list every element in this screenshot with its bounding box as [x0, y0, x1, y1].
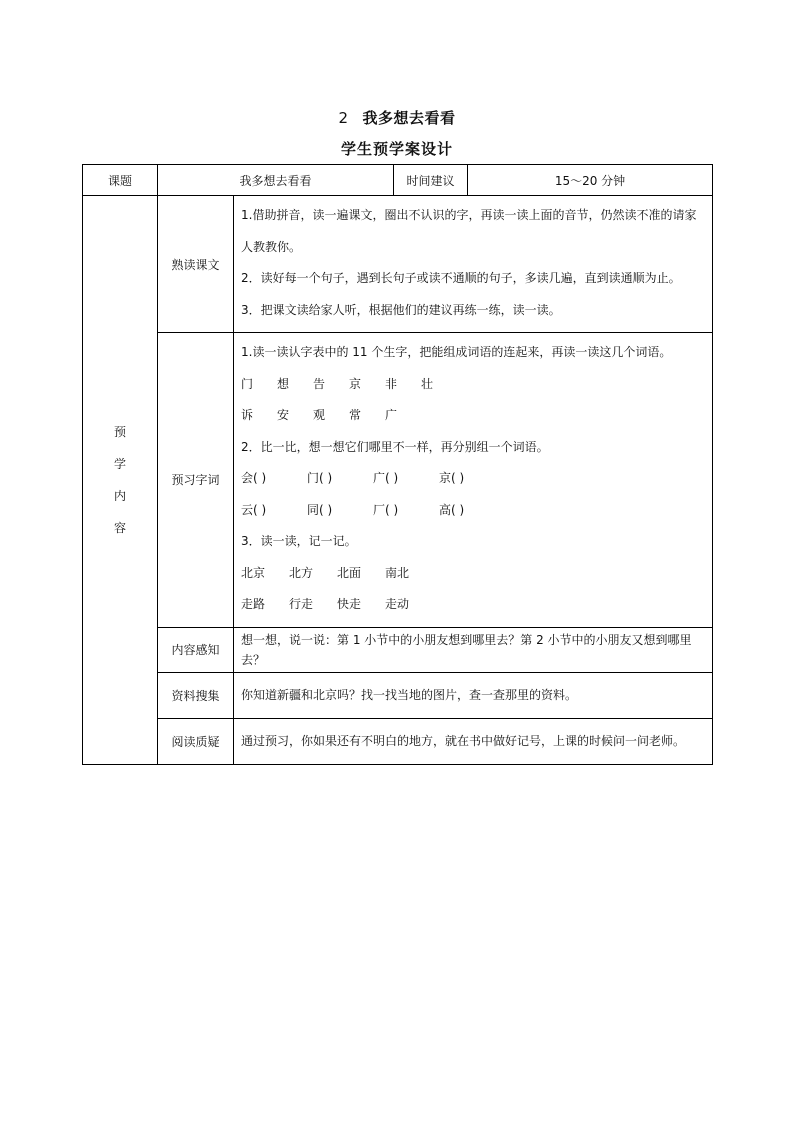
char: 想 [277, 376, 290, 391]
char: 壮 [421, 376, 434, 391]
lesson-title [0, 107, 794, 128]
char: 观 [313, 408, 326, 422]
time-label-cell: 时间建议 [394, 165, 468, 196]
words-row-2 [241, 589, 706, 621]
compare-blank: 广( ) [373, 471, 399, 485]
read-item-2: 2．读好每一个句子，遇到长句子或读不通顺的句子，多读几遍，直到读通顺为止。 [241, 271, 681, 285]
compare-row-2 [241, 495, 706, 527]
compare-blank: 门( ) [307, 471, 333, 485]
word: 北面 [337, 565, 362, 580]
char: 广 [385, 408, 398, 422]
word: 北方 [289, 565, 314, 580]
chars-item-1: 1.读一读认字表中的 11 个生字，把能组成词语的连起来，再读一读这几个词语。 [241, 345, 672, 359]
lesson-value-cell: 我多想去看看 [158, 165, 394, 196]
section-label-char: 内 [113, 488, 126, 503]
word: 南北 [385, 565, 410, 580]
compare-blank: 厂( ) [373, 502, 399, 517]
char: 门 [241, 376, 254, 391]
chars-item-3: 3．读一读，记一记。 [241, 534, 357, 548]
read-text-content [234, 196, 713, 333]
row-reading-questions [83, 718, 713, 764]
compare-row-1 [241, 463, 706, 495]
char: 告 [313, 376, 326, 391]
time-value-cell: 15～20 分钟 [468, 165, 713, 196]
row-content-perception [83, 627, 713, 672]
content-perception-text: 想一想，说一说：第 1 小节中的小朋友想到哪里去？第 2 小节中的小朋友又想到哪里去？ [234, 627, 713, 672]
preview-words-label: 预习字词 [158, 333, 234, 628]
word: 快走 [337, 597, 362, 611]
row-read-text [83, 196, 713, 333]
word: 走动 [385, 597, 410, 611]
word: 行走 [289, 597, 314, 611]
compare-blank: 会( ) [241, 471, 267, 485]
reading-questions-label: 阅读质疑 [158, 718, 234, 764]
char: 非 [385, 376, 398, 391]
compare-blank: 京( ) [439, 471, 465, 485]
preview-words-content [234, 333, 713, 628]
lesson-number: 2 [338, 109, 349, 127]
chars-row-1 [241, 369, 706, 401]
section-label-cell [83, 196, 158, 765]
section-label-char: 预 [113, 424, 126, 439]
word: 走路 [241, 597, 266, 611]
chars-item-2: 2．比一比，想一想它们哪里不一样，再分别组一个词语。 [241, 439, 549, 454]
reading-questions-text: 通过预习，你如果还有不明白的地方，就在书中做好记号，上课的时候问一问老师。 [234, 718, 713, 764]
char: 常 [349, 408, 362, 422]
compare-blank: 同( ) [307, 502, 333, 517]
material-search-text: 你知道新疆和北京吗？找一找当地的图片，查一查那里的资料。 [234, 672, 713, 718]
preview-plan-table [82, 164, 713, 765]
document-subtitle: 学生预学案设计 [340, 140, 453, 158]
section-label-char: 容 [113, 520, 126, 535]
char: 京 [349, 376, 362, 391]
lesson-label-cell: 课题 [83, 165, 158, 196]
read-text-label: 熟读课文 [158, 196, 234, 333]
word: 北京 [241, 565, 266, 580]
compare-blank: 高( ) [439, 502, 465, 517]
row-preview-words [83, 333, 713, 628]
char: 安 [277, 408, 290, 422]
row-material-search [83, 672, 713, 718]
compare-blank: 云( ) [241, 502, 267, 517]
read-item-1: 1.借助拼音，读一遍课文，圈出不认识的字，再读一读上面的音节，仍然读不准的请家人教教你。 [241, 208, 697, 254]
section-label-char: 学 [113, 456, 126, 471]
material-search-label: 资料搜集 [158, 672, 234, 718]
header-row [83, 165, 713, 196]
read-item-3: 3．把课文读给家人听，根据他们的建议再练一练，读一读。 [241, 302, 561, 317]
content-perception-label: 内容感知 [158, 627, 234, 672]
words-row-1 [241, 558, 706, 590]
lesson-title-text: 我多想去看看 [362, 109, 456, 127]
chars-row-2 [241, 400, 706, 432]
char: 诉 [241, 408, 254, 422]
